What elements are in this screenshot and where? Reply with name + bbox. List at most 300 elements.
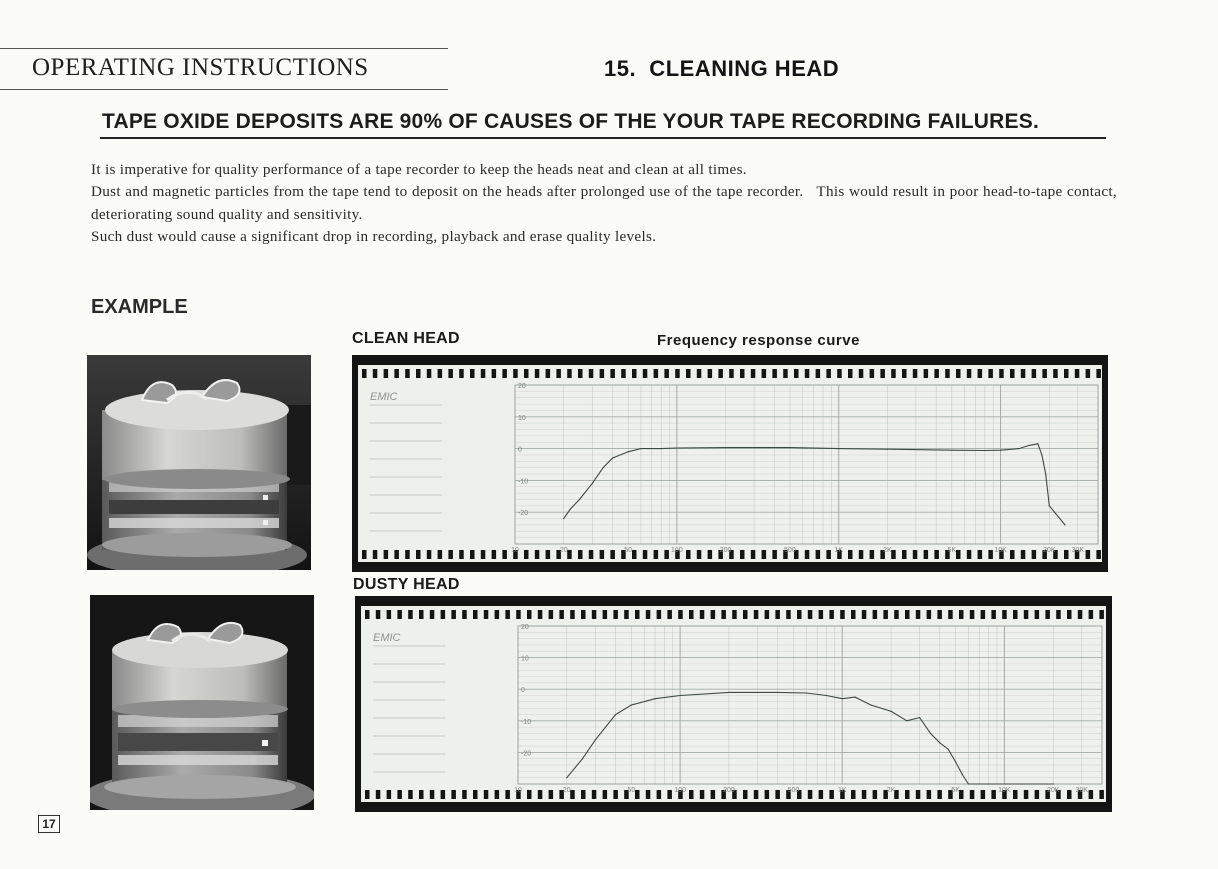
sprocket-hole: [913, 369, 918, 378]
example-heading: EXAMPLE: [91, 296, 188, 318]
curve-point: [968, 783, 969, 784]
sprocket-hole: [862, 610, 867, 619]
curve-point: [870, 704, 871, 705]
sprocket-hole: [1032, 369, 1037, 378]
curve-point: [789, 447, 790, 448]
sprocket-hole: [826, 369, 831, 378]
sprocket-hole: [805, 369, 810, 378]
sprocket-hole: [405, 550, 410, 559]
sprocket-hole: [462, 610, 467, 619]
sprocket-hole: [613, 610, 618, 619]
sprocket-hole: [654, 550, 659, 559]
x-tick-label: 10: [514, 787, 522, 794]
sprocket-hole: [1064, 369, 1069, 378]
curve-point: [1064, 524, 1065, 525]
sprocket-hole: [934, 550, 939, 559]
sprocket-hole: [397, 790, 402, 799]
sprocket-hole: [581, 790, 586, 799]
curve-point: [563, 518, 564, 519]
chart-logo: EMIC: [370, 391, 398, 403]
sprocket-hole: [502, 369, 507, 378]
curve-point: [842, 698, 843, 699]
curve-point: [1053, 783, 1054, 784]
curve-point: [680, 695, 681, 696]
dusty-head-photo: [90, 595, 314, 810]
x-tick-label: 100: [671, 547, 683, 554]
paragraph: Such dust would cause a significant drop in recording, playback and erase quality levels.: [91, 228, 657, 245]
sprocket-hole: [808, 610, 813, 619]
sprocket-hole: [549, 610, 554, 619]
sprocket-hole: [613, 790, 618, 799]
sprocket-hole: [416, 369, 421, 378]
paragraph: Dust and magnetic particles from the tape tend to deposit on the heads after prolonged use of the tape recorder. This would result in poor head-to-tape contact, deteriorating sound quality and sensitivity.: [91, 183, 1122, 223]
banner-underline: [100, 137, 1106, 139]
sprocket-hole: [819, 610, 824, 619]
sprocket-hole: [848, 550, 853, 559]
sprocket-hole: [762, 369, 767, 378]
sprocket-hole: [873, 610, 878, 619]
sprocket-hole: [762, 550, 767, 559]
sprocket-hole: [797, 610, 802, 619]
sprocket-hole: [495, 610, 500, 619]
y-tick-label: 10: [518, 414, 526, 422]
sprocket-hole: [1056, 610, 1061, 619]
sprocket-hole: [937, 790, 942, 799]
sprocket-hole: [902, 550, 907, 559]
sprocket-hole: [826, 550, 831, 559]
sprocket-hole: [718, 369, 723, 378]
sprocket-hole: [808, 790, 813, 799]
sprocket-hole: [697, 369, 702, 378]
sprocket-hole: [945, 369, 950, 378]
sprocket-hole: [408, 610, 413, 619]
sprocket-hole: [589, 550, 594, 559]
sprocket-hole: [978, 369, 983, 378]
sprocket-hole: [891, 550, 896, 559]
curve-point: [955, 761, 956, 762]
x-tick-label: 20: [562, 787, 571, 794]
sprocket-hole: [416, 550, 421, 559]
sprocket-hole: [408, 790, 413, 799]
sprocket-hole: [549, 790, 554, 799]
sprocket-hole: [470, 369, 475, 378]
curve-point: [602, 467, 603, 468]
sprocket-hole: [657, 790, 662, 799]
sprocket-hole: [492, 369, 497, 378]
sprocket-hole: [643, 550, 648, 559]
sprocket-hole: [643, 369, 648, 378]
curve-point: [595, 739, 596, 740]
sprocket-hole: [924, 550, 929, 559]
sprocket-hole: [689, 790, 694, 799]
y-tick-label: 10: [521, 655, 529, 663]
sprocket-hole: [1086, 369, 1091, 378]
x-tick-label: 200: [723, 787, 735, 794]
sprocket-hole: [621, 369, 626, 378]
sprocket-hole: [967, 550, 972, 559]
curve-point: [1000, 450, 1001, 451]
sprocket-hole: [870, 369, 875, 378]
sprocket-hole: [1089, 610, 1094, 619]
x-tick-label: 20: [559, 547, 568, 554]
curve-point: [951, 450, 952, 451]
sprocket-hole: [934, 369, 939, 378]
sprocket-hole: [384, 550, 389, 559]
sprocket-hole: [387, 790, 392, 799]
sprocket-hole: [999, 369, 1004, 378]
sprocket-hole: [635, 610, 640, 619]
sprocket-hole: [708, 369, 713, 378]
curve-point: [640, 448, 641, 449]
sprocket-hole: [502, 550, 507, 559]
sprocket-hole: [419, 790, 424, 799]
sprocket-hole: [840, 610, 845, 619]
sprocket-hole: [473, 610, 478, 619]
x-tick-label: 10K: [994, 547, 1007, 554]
sprocket-hole: [772, 369, 777, 378]
sprocket-hole: [459, 369, 464, 378]
paragraph: It is imperative for quality performance of a tape recorder to keep the heads neat and clean at all times.: [91, 161, 747, 178]
sprocket-hole: [527, 610, 532, 619]
sprocket-hole: [581, 610, 586, 619]
curve-point: [728, 692, 729, 693]
sprocket-hole: [546, 369, 551, 378]
sprocket-hole: [1075, 369, 1080, 378]
x-tick-label: 50: [627, 787, 636, 794]
sprocket-hole: [592, 790, 597, 799]
sprocket-hole: [937, 610, 942, 619]
sprocket-hole: [967, 369, 972, 378]
curve-point: [1045, 473, 1046, 474]
curve-point: [948, 749, 949, 750]
curve-point: [887, 449, 888, 450]
sprocket-hole: [870, 550, 875, 559]
sprocket-hole: [667, 790, 672, 799]
sprocket-hole: [819, 790, 824, 799]
sprocket-hole: [1064, 550, 1069, 559]
x-tick-label: 200: [719, 547, 732, 554]
sprocket-hole: [1002, 610, 1007, 619]
sprocket-hole: [913, 550, 918, 559]
sprocket-hole: [754, 790, 759, 799]
sprocket-hole: [729, 369, 734, 378]
x-tick-label: 30K: [1075, 787, 1088, 794]
sprocket-hole: [397, 610, 402, 619]
x-tick-label: 500: [787, 787, 800, 794]
sprocket-hole: [829, 790, 834, 799]
sprocket-hole: [470, 550, 475, 559]
curve-point: [826, 695, 827, 696]
sprocket-hole: [376, 790, 381, 799]
curve-point: [1049, 505, 1050, 506]
sprocket-hole: [721, 610, 726, 619]
sprocket-hole: [905, 790, 910, 799]
curve-point: [1037, 443, 1038, 444]
sprocket-hole: [981, 610, 986, 619]
sprocket-hole: [592, 610, 597, 619]
sprocket-hole: [775, 610, 780, 619]
sprocket-hole: [505, 610, 510, 619]
sprocket-hole: [387, 610, 392, 619]
sprocket-hole: [981, 790, 986, 799]
sprocket-hole: [538, 790, 543, 799]
sprocket-hole: [927, 610, 932, 619]
sprocket-hole: [505, 790, 510, 799]
curve-point: [628, 451, 629, 452]
sprocket-hole: [686, 369, 691, 378]
sprocket-hole: [805, 550, 810, 559]
sprocket-hole: [837, 369, 842, 378]
sprocket-hole: [689, 610, 694, 619]
sprocket-hole: [451, 790, 456, 799]
y-tick-label: -10: [518, 478, 529, 486]
sprocket-hole: [1096, 369, 1101, 378]
sprocket-hole: [405, 369, 410, 378]
sprocket-hole: [459, 550, 464, 559]
sprocket-hole: [894, 610, 899, 619]
clean-head-label: CLEAN HEAD: [352, 330, 460, 347]
sprocket-hole: [711, 790, 716, 799]
sprocket-hole: [635, 790, 640, 799]
sprocket-hole: [481, 369, 486, 378]
sprocket-hole: [1099, 610, 1104, 619]
sprocket-hole: [632, 550, 637, 559]
sprocket-hole: [362, 369, 367, 378]
y-tick-label: 20: [521, 624, 529, 631]
sprocket-hole: [743, 790, 748, 799]
clean-head-frequency-chart: [352, 355, 1108, 572]
sprocket-hole: [1035, 610, 1040, 619]
sprocket-hole: [959, 610, 964, 619]
sprocket-hole: [1010, 550, 1015, 559]
sprocket-hole: [991, 610, 996, 619]
sprocket-hole: [362, 550, 367, 559]
section-title: 15. CLEANING HEAD: [604, 56, 840, 81]
sprocket-hole: [775, 790, 780, 799]
curve-point: [676, 447, 677, 448]
x-tick-label: 10K: [998, 787, 1011, 794]
sprocket-hole: [1024, 610, 1029, 619]
sprocket-hole: [657, 610, 662, 619]
chart-paper: [358, 365, 1102, 562]
x-tick-label: 100: [674, 787, 686, 794]
curve-point: [570, 508, 571, 509]
sprocket-hole: [664, 550, 669, 559]
sprocket-hole: [419, 610, 424, 619]
x-tick-label: 50: [624, 547, 633, 554]
sprocket-hole: [559, 610, 564, 619]
sprocket-hole: [438, 369, 443, 378]
y-tick-label: 20: [518, 383, 526, 390]
y-tick-label: -20: [521, 750, 532, 758]
sprocket-hole: [1021, 550, 1026, 559]
sprocket-hole: [1078, 610, 1083, 619]
curve-point: [1004, 783, 1005, 784]
curve-point: [725, 447, 726, 448]
sprocket-hole: [678, 610, 683, 619]
sprocket-hole: [754, 610, 759, 619]
manual-section-title: OPERATING INSTRUCTIONS: [32, 54, 369, 81]
sprocket-hole: [527, 790, 532, 799]
curve-point: [661, 448, 662, 449]
sprocket-hole: [495, 790, 500, 799]
sprocket-hole: [829, 610, 834, 619]
x-tick-label: 1K: [834, 547, 843, 554]
sprocket-hole: [624, 610, 629, 619]
sprocket-hole: [1099, 790, 1104, 799]
banner-heading: TAPE OXIDE DEPOSITS ARE 90% OF CAUSES OF THE YOUR TAPE RECORDING FAILURES.: [102, 110, 1039, 133]
sprocket-hole: [567, 369, 572, 378]
dusty-head-label: DUSTY HEAD: [353, 576, 460, 593]
clean-head-photo: [87, 355, 311, 570]
sprocket-hole: [988, 369, 993, 378]
curve-point: [930, 733, 931, 734]
curve-point: [612, 458, 613, 459]
sprocket-hole: [978, 550, 983, 559]
sprocket-hole: [1035, 790, 1040, 799]
sprocket-hole: [451, 610, 456, 619]
sprocket-hole: [556, 369, 561, 378]
sprocket-hole: [365, 790, 370, 799]
x-tick-label: 20K: [1046, 787, 1060, 794]
sprocket-hole: [891, 369, 896, 378]
y-tick-label: -20: [518, 510, 529, 518]
sprocket-hole: [664, 369, 669, 378]
sprocket-hole: [513, 369, 518, 378]
x-tick-label: 30K: [1071, 547, 1085, 554]
curve-point: [1018, 448, 1019, 449]
sprocket-hole: [765, 790, 770, 799]
page-number: 17: [38, 815, 60, 833]
sprocket-hole: [524, 550, 529, 559]
sprocket-hole: [991, 790, 996, 799]
sprocket-hole: [492, 550, 497, 559]
sprocket-hole: [448, 369, 453, 378]
dusty-head-frequency-chart: [355, 596, 1112, 812]
sprocket-hole: [1013, 610, 1018, 619]
curve-point: [988, 783, 989, 784]
sprocket-hole: [589, 369, 594, 378]
frequency-response-label: Frequency response curve: [657, 332, 860, 349]
sprocket-hole: [740, 369, 745, 378]
sprocket-hole: [883, 610, 888, 619]
sprocket-hole: [1042, 369, 1047, 378]
sprocket-hole: [970, 610, 975, 619]
sprocket-hole: [859, 550, 864, 559]
sprocket-hole: [948, 610, 953, 619]
curve-point: [854, 697, 855, 698]
sprocket-hole: [600, 550, 605, 559]
sprocket-hole: [1024, 790, 1029, 799]
sprocket-hole: [603, 610, 608, 619]
sprocket-hole: [1010, 369, 1015, 378]
sprocket-hole: [686, 550, 691, 559]
sprocket-hole: [1021, 369, 1026, 378]
sprocket-hole: [700, 790, 705, 799]
sprocket-hole: [783, 369, 788, 378]
curve-point: [890, 711, 891, 712]
curve-point: [777, 692, 778, 693]
curve-point: [654, 698, 655, 699]
sprocket-hole: [667, 610, 672, 619]
sprocket-hole: [927, 790, 932, 799]
x-tick-label: 5K: [947, 547, 957, 554]
header-rule-top: [0, 48, 448, 49]
sprocket-hole: [578, 550, 583, 559]
sprocket-hole: [751, 369, 756, 378]
sprocket-hole: [441, 610, 446, 619]
curve-point: [838, 448, 839, 449]
sprocket-hole: [438, 550, 443, 559]
sprocket-hole: [786, 610, 791, 619]
curve-point: [579, 499, 580, 500]
sprocket-hole: [603, 790, 608, 799]
sprocket-hole: [851, 610, 856, 619]
curve-point: [582, 758, 583, 759]
sprocket-hole: [1089, 790, 1094, 799]
sprocket-hole: [535, 550, 540, 559]
sprocket-hole: [610, 550, 615, 559]
sprocket-hole: [484, 790, 489, 799]
sprocket-hole: [711, 610, 716, 619]
sprocket-hole: [700, 610, 705, 619]
curve-point: [806, 692, 807, 693]
sprocket-hole: [578, 369, 583, 378]
sprocket-hole: [697, 550, 702, 559]
sprocket-hole: [481, 550, 486, 559]
sprocket-hole: [538, 610, 543, 619]
sprocket-hole: [1067, 610, 1072, 619]
sprocket-hole: [1053, 369, 1058, 378]
sprocket-hole: [373, 550, 378, 559]
y-tick-label: 0: [521, 687, 525, 695]
sprocket-hole: [880, 369, 885, 378]
sprocket-hole: [1086, 550, 1091, 559]
x-tick-label: 20K: [1043, 547, 1056, 554]
curve-point: [919, 717, 920, 718]
y-tick-label: 0: [518, 446, 522, 454]
sprocket-hole: [772, 550, 777, 559]
sprocket-hole: [675, 369, 680, 378]
sprocket-hole: [394, 550, 399, 559]
header-rule-bottom: [0, 89, 448, 90]
sprocket-hole: [632, 369, 637, 378]
sprocket-hole: [473, 790, 478, 799]
sprocket-hole: [902, 369, 907, 378]
sprocket-hole: [610, 369, 615, 378]
x-tick-label: 5K: [951, 787, 960, 794]
sprocket-hole: [535, 369, 540, 378]
sprocket-hole: [794, 369, 799, 378]
curve-point: [631, 704, 632, 705]
sprocket-hole: [462, 790, 467, 799]
sprocket-hole: [427, 550, 432, 559]
sprocket-hole: [924, 369, 929, 378]
sprocket-hole: [1067, 790, 1072, 799]
sprocket-hole: [373, 369, 378, 378]
sprocket-hole: [1013, 790, 1018, 799]
x-tick-label: 2K: [883, 547, 892, 554]
curve-point: [592, 483, 593, 484]
sprocket-hole: [743, 610, 748, 619]
x-tick-label: 500: [784, 547, 796, 554]
sprocket-hole: [859, 369, 864, 378]
sprocket-hole: [376, 610, 381, 619]
sprocket-hole: [905, 610, 910, 619]
curve-point: [615, 714, 616, 715]
sprocket-hole: [646, 610, 651, 619]
sprocket-hole: [740, 550, 745, 559]
